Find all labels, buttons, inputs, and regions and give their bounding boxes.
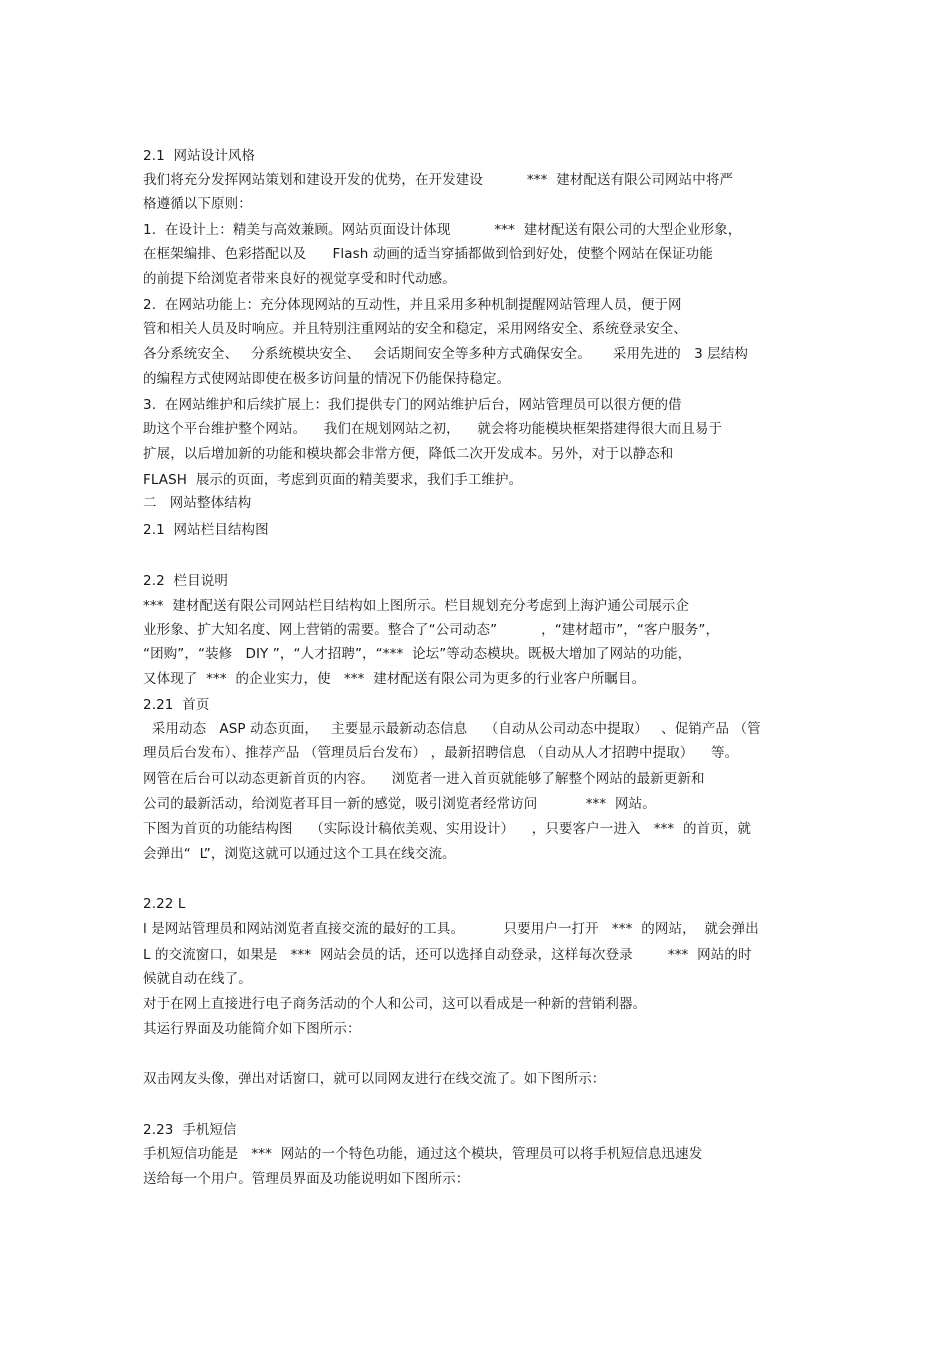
paragraph-line: 格遵循以下原则： (143, 196, 252, 212)
section-heading-2-1: 2.1 网站设计风格 (143, 148, 256, 164)
paragraph-line: 候就自动在线了。 (143, 971, 252, 987)
paragraph-line: “团购”，“装修 DIY ”，“人才招聘”，“*** 论坛”等动态模块。既极大增加了网站的功能， (143, 646, 692, 662)
paragraph-line: 业形象、扩大知名度、网上营销的需要。整合了“公司动态” ，“建材超市”，“客户服务”， (143, 622, 720, 638)
list-item-line: 2. 在网站功能上：充分体现网站的互动性，并且采用多种机制提醒网站管理人员，便于网 (143, 297, 682, 313)
paragraph-line: 我们将充分发挥网站策划和建设开发的优势，在开发建设 *** 建材配送有限公司网站中将严 (143, 172, 734, 188)
paragraph-line: 送给每一个用户。管理员界面及功能说明如下图所示： (143, 1171, 470, 1187)
section-heading-2-23: 2.23 手机短信 (143, 1122, 237, 1138)
list-item-line: 的编程方式使网站即使在极多访问量的情况下仍能保持稳定。 (143, 371, 511, 387)
paragraph-line: *** 建材配送有限公司网站栏目结构如上图所示。栏目规划充分考虑到上海沪通公司展示企 (143, 598, 690, 614)
list-item-line: 的前提下给浏览者带来良好的视觉享受和时代动感。 (143, 271, 456, 287)
list-item-line: 1. 在设计上：精美与高效兼顾。网站页面设计体现 *** 建材配送有限公司的大型企业形象， (143, 222, 742, 238)
paragraph-line: 双击网友头像，弹出对话窗口，就可以同网友进行在线交流了。如下图所示： (143, 1071, 606, 1087)
paragraph-line: 理员后台发布）、推荐产品 （管理员后台发布） ，最新招聘信息 （自动从人才招聘中提取） 等。 (143, 745, 739, 761)
paragraph-line: 公司的最新活动，给浏览者耳目一新的感觉，吸引浏览者经常访问 *** 网站。 (143, 796, 656, 812)
paragraph-line: 又体现了 *** 的企业实力，使 *** 建材配送有限公司为更多的行业客户所瞩目。 (143, 671, 646, 687)
section-heading-2-22: 2.22 L (143, 896, 186, 912)
paragraph-line: 会弹出“ L”，浏览这就可以通过这个工具在线交流。 (143, 846, 456, 862)
paragraph-line: 其运行界面及功能简介如下图所示： (143, 1021, 361, 1037)
list-item-line: 各分系统安全、 分系统模块安全、 会话期间安全等多种方式确保安全。 采用先进的 3 层结构 (143, 346, 748, 362)
paragraph-line: 下图为首页的功能结构图 （实际设计稿依美观、实用设计） ，只要客户一进入 *** 的首页，就 (143, 821, 752, 837)
paragraph-line: 网管在后台可以动态更新首页的内容。 浏览者一进入首页就能够了解整个网站的最新更新和 (143, 771, 705, 787)
paragraph-line: 采用动态 ASP 动态页面， 主要显示最新动态信息 （自动从公司动态中提取） 、促销产品 （管 (143, 721, 761, 737)
paragraph-line: L 的交流窗口，如果是 *** 网站会员的话，还可以选择自动登录，这样每次登录 *** 网站的时 (143, 947, 752, 963)
paragraph-line: 手机短信功能是 *** 网站的一个特色功能，通过这个模块，管理员可以将手机短信息迅速发 (143, 1146, 703, 1162)
section-heading-2-21: 2.21 首页 (143, 697, 210, 713)
section-heading-2: 二 网站整体结构 (143, 495, 252, 511)
section-heading-2-1-structure: 2.1 网站栏目结构图 (143, 522, 269, 538)
paragraph-line: l 是网站管理员和网站浏览者直接交流的最好的工具。 只要用户一打开 *** 的网站， 就会弹出 (143, 921, 759, 937)
list-item-line: 助这个平台维护整个网站。 我们在规划网站之初， 就会将功能模块框架搭建得很大而且易于 (143, 421, 723, 437)
section-heading-2-2: 2.2 栏目说明 (143, 573, 228, 589)
list-item-line: 在框架编排、色彩搭配以及 Flash 动画的适当穿插都做到恰到好处，使整个网站在保证功能 (143, 246, 713, 262)
list-item-line: 3. 在网站维护和后续扩展上：我们提供专门的网站维护后台，网站管理员可以很方便的借 (143, 397, 682, 413)
list-item-line: FLASH 展示的页面，考虑到页面的精美要求，我们手工维护。 (143, 472, 523, 488)
paragraph-line: 对于在网上直接进行电子商务活动的个人和公司，这可以看成是一种新的营销利器。 (143, 996, 647, 1012)
list-item-line: 管和相关人员及时响应。并且特别注重网站的安全和稳定，采用网络安全、系统登录安全、 (143, 321, 687, 337)
list-item-line: 扩展，以后增加新的功能和模块都会非常方便，降低二次开发成本。另外，对于以静态和 (143, 446, 674, 462)
